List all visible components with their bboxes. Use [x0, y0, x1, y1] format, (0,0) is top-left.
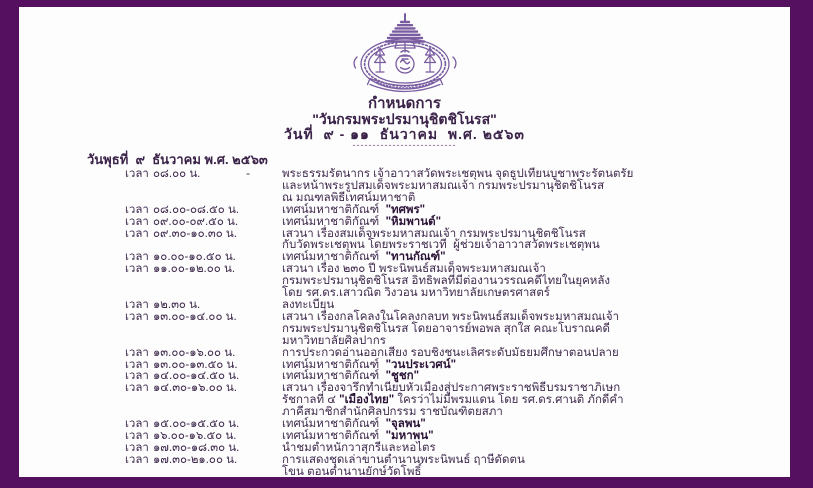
- description-line: เสวนา เรื่องจารึกทำเนียบหัวเมืองสู่ประกาศพระราชพิธีบรมราชาภิเษก: [282, 382, 621, 395]
- event-title-bold: "วนประเวศน์": [385, 358, 457, 371]
- time-value: ๑๒.๓๐ น.: [153, 298, 201, 311]
- time-label: เวลา: [125, 168, 149, 180]
- time-value: ๑๑.๐๐-๑๒.๐๐ น.: [153, 263, 236, 276]
- time-value: ๐๙.๐๐-๐๙.๕๐ น.: [153, 215, 239, 228]
- schedule-row: [19, 312, 790, 348]
- description-line: มหาวิทยาลัยศิลปากร: [282, 334, 386, 347]
- event-description: [282, 229, 790, 253]
- description-line: กับวัดพระเชตุพน โดยพระราชเวที ผู้ช่วยเจ้าอาวาสวัดพระเชตุพน: [282, 239, 600, 252]
- time-label: เวลา: [125, 441, 149, 454]
- document-page: [19, 7, 790, 477]
- schedule-list: [19, 169, 790, 479]
- description-line: ณ มณฑลพิธีเทศน์มหาชาติ: [282, 191, 416, 204]
- time-label: เวลา: [125, 227, 149, 240]
- time-label: เวลา: [125, 298, 149, 311]
- event-description: [282, 169, 790, 205]
- time-label: เวลา: [125, 418, 149, 431]
- time-value: ๑๕.๐๐-๑๕.๕๐ น.: [153, 418, 240, 431]
- description-line: เสวนา เรื่องกลโคลงในโคลงกลบท พระนิพนธ์สมเด็จพระมหาสมณเจ้า: [282, 310, 620, 323]
- description-line: โดย รศ.ดร.เสาวณิต วิงวอน มหาวิทยาลัยเกษตรศาสตร์: [282, 287, 550, 300]
- description-line: ภาคีสมาชิกสำนักศิลปกรรม ราชบัณฑิตยสภา: [282, 406, 503, 419]
- description-line: เทศน์มหาชาติกัณฑ์ "ทานกัณฑ์": [282, 251, 446, 264]
- description-line: เทศน์มหาชาติกัณฑ์ "มหาพน": [282, 429, 434, 442]
- description-line: การประกวดอ่านออกเสียง รอบชิงชนะเลิศระดับมัธยมศึกษาตอนปลาย: [282, 346, 619, 359]
- time-value: ๐๘.๐๐ น. -: [153, 168, 250, 180]
- schedule-row: [19, 229, 790, 253]
- description-line: และหน้าพระรูปสมเด็จพระมหาสมณเจ้า กรมพระปรมานุชิตชิโนรส: [282, 179, 605, 192]
- schedule-row: [19, 264, 790, 300]
- description-line: ลงทะเบียน: [282, 298, 335, 311]
- description-line: การแสดงชุดเล่าขานตำนานพระนิพนธ์ ฤาษีดัดตน: [282, 453, 525, 466]
- page-title: กำหนดการ: [368, 95, 441, 112]
- royal-emblem: [19, 12, 790, 96]
- time-value: ๐๙.๓๐-๑๐.๓๐ น.: [153, 227, 237, 240]
- day-heading: วันพุธที่ ๙ ธันวาคม พ.ศ. ๒๕๖๓: [87, 152, 268, 167]
- event-description: [282, 264, 790, 300]
- description-line: เสวนา เรื่อง ๒๓๐ ปี พระนิพนธ์สมเด็จพระมหาสมณเจ้า: [282, 263, 546, 276]
- description-line: เทศน์มหาชาติกัณฑ์ "จุลพน": [282, 418, 426, 431]
- description-line: กรมพระปรมานุชิตชิโนรส อิทธิพลที่มีต่องานวรรณคดีไทยในยุคหลัง: [282, 275, 611, 288]
- time-label: เวลา: [125, 215, 149, 228]
- event-description: [282, 443, 790, 455]
- time-value: ๑๔.๐๐-๑๔.๕๐ น.: [153, 370, 240, 383]
- time-value: ๑๗.๓๐-๑๘.๓๐ น.: [153, 441, 240, 454]
- time-label: เวลา: [125, 251, 149, 264]
- event-title-bold: "หิมพานต์": [385, 215, 442, 228]
- event-title-bold: "เมืองไทย": [339, 394, 395, 407]
- time-label: เวลา: [125, 382, 149, 395]
- time-label: เวลา: [125, 263, 149, 276]
- time-label: เวลา: [125, 370, 149, 383]
- schedule-row: [19, 217, 790, 229]
- description-line: เทศน์มหาชาติกัณฑ์ "วนประเวศน์": [282, 358, 457, 371]
- time-label: เวลา: [125, 203, 149, 216]
- page-subtitle: "วันกรมพระปรมานุชิตชิโนรส": [312, 111, 497, 127]
- schedule-row: [19, 443, 790, 455]
- description-line: เทศน์มหาชาติกัณฑ์ "ทศพร": [282, 203, 426, 216]
- event-description: [282, 205, 790, 217]
- description-line: นำชมตำหนักวาสุกรีและหอไตร: [282, 441, 436, 454]
- description-line: เทศน์มหาชาติกัณฑ์ "หิมพานต์": [282, 215, 442, 228]
- time-value: ๑๔.๓๐-๑๖.๐๐ น.: [153, 382, 237, 395]
- schedule-row: [19, 383, 790, 419]
- event-description: [282, 348, 790, 360]
- time-value: ๑๐.๐๐-๑๐.๕๐ น.: [153, 251, 236, 264]
- time-value: ๑๖.๐๐-๑๖.๕๐ น.: [153, 429, 237, 442]
- event-title-bold: "ทานกัณฑ์": [385, 251, 446, 264]
- event-title-bold: "ทศพร": [385, 203, 426, 216]
- time-label: เวลา: [125, 453, 149, 466]
- event-description: [282, 383, 790, 419]
- event-title-bold: "ชูชก": [385, 370, 420, 383]
- time-label: เวลา: [125, 346, 149, 359]
- description-line: กรมพระปรมานุชิตชิโนรส โดยอาจารย์พอพล สุกใส คณะโบราณคดี: [282, 322, 610, 335]
- royal-emblem-icon: [344, 12, 466, 96]
- description-line: พระธรรมรัตนากร เจ้าอาวาสวัดพระเชตุพน จุดธูปเทียนบูชาพระรัตนตรัย: [282, 168, 634, 180]
- dashed-divider: --------------------------: [352, 140, 457, 150]
- time-value: ๐๘.๐๐-๐๘.๕๐ น.: [153, 203, 240, 216]
- event-title-bold: "จุลพน": [385, 418, 426, 431]
- description-line: รัชกาลที่ ๔ "เมืองไทย" ใครว่าไม่มีพรมแดน โดย รศ.ดร.ศานติ ภักดีคำ: [282, 394, 624, 407]
- event-description: [282, 455, 790, 479]
- description-line: เทศน์มหาชาติกัณฑ์ "ชูชก": [282, 370, 420, 383]
- time-label: เวลา: [125, 429, 149, 442]
- description-line: โขน ตอนตำนานยักษ์วัดโพธิ์: [282, 465, 422, 478]
- time-label: เวลา: [125, 310, 149, 323]
- time-value: ๑๓.๐๐-๑๔.๐๐ น.: [153, 310, 237, 323]
- time-value: ๑๓.๐๐-๑๖.๐๐ น.: [153, 346, 236, 359]
- time-value: ๑๗.๓๐-๒๑.๐๐ น.: [153, 453, 238, 466]
- date-range: วันที่ ๙ - ๑๑ ธันวาคม พ.ศ. ๒๕๖๓: [284, 126, 525, 142]
- dash-separator: -: [246, 168, 250, 180]
- time-value: ๑๓.๐๐-๑๓.๕๐ น.: [153, 358, 238, 371]
- event-title-bold: "มหาพน": [385, 429, 434, 442]
- event-description: [282, 312, 790, 348]
- schedule-row: [19, 455, 790, 479]
- description-line: เสวนา เรื่องสมเด็จพระมหาสมณเจ้า กรมพระปรมานุชิตชิโนรส: [282, 227, 586, 240]
- time-label: เวลา: [125, 358, 149, 371]
- event-description: [282, 217, 790, 229]
- schedule-row: [19, 169, 790, 205]
